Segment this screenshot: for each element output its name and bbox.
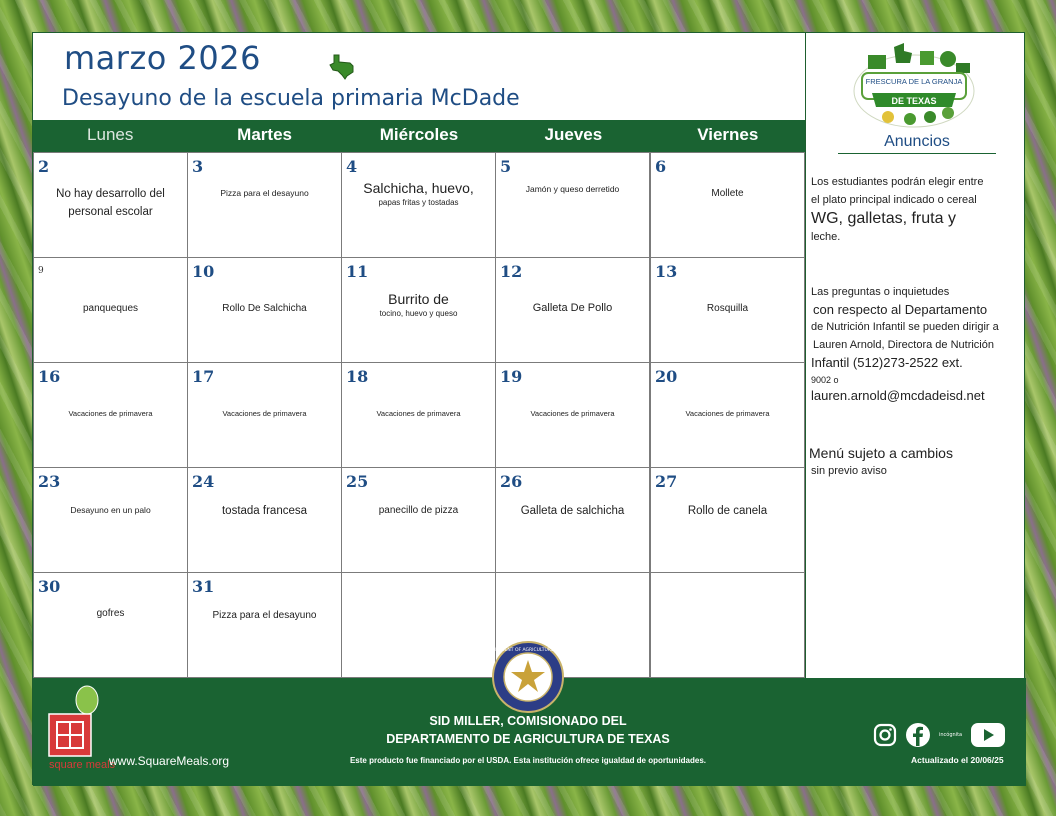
menu-item: tostada francesa [221, 505, 308, 517]
day-cell [495, 467, 650, 573]
menu-item: Mollete [711, 188, 744, 199]
contact-email: lauren.arnold@mcdadeisd.net [811, 388, 985, 403]
texas-icon [328, 53, 356, 79]
day-cell [341, 152, 496, 258]
weekday-header [33, 120, 805, 152]
menu-item: Vacaciones de primavera [68, 409, 153, 418]
announcements-title: Anuncios [838, 133, 996, 154]
day-cell [495, 257, 650, 363]
school-title: Desayuno de la escuela primaria McDade [62, 86, 520, 111]
day-cell [187, 467, 342, 573]
day-number: 31 [192, 577, 215, 596]
menu-item: Pizza para el desayuno [212, 610, 317, 621]
weekday-friday: Viernes [697, 125, 759, 144]
day-cell [33, 257, 188, 363]
menu-item: No hay desarrollo del personal escolar [56, 188, 165, 218]
day-number: 10 [192, 262, 215, 281]
weekday-monday: Lunes [87, 125, 134, 144]
day-number: 24 [192, 472, 215, 491]
menu-item: Pizza para el desayuno [220, 188, 309, 198]
menu-main: Salchicha, huevo, [363, 180, 474, 196]
seal-text: DEPARTMENT OF AGRICULTURE · TEXAS [483, 648, 573, 653]
menu-item: Rollo De Salchicha [222, 303, 307, 314]
day-cell [650, 152, 805, 258]
footer [33, 648, 1026, 786]
note-line: con respecto al Departamento [813, 302, 988, 317]
note-line: Menú sujeto a cambios [809, 445, 953, 461]
facebook-icon[interactable] [905, 722, 931, 748]
note-line: 9002 o [811, 375, 839, 385]
day-number: 16 [38, 367, 61, 386]
day-cell [650, 467, 805, 573]
square-meals-text: square meals [49, 759, 116, 771]
menu-item: Vacaciones de primavera [376, 409, 461, 418]
calendar-grid [33, 152, 805, 678]
weekday-tuesday: Martes [237, 125, 292, 144]
menu-item: Rosquilla [706, 303, 749, 314]
day-number: 13 [655, 262, 678, 281]
day-cell [33, 362, 188, 468]
menu-main: Burrito de [388, 291, 449, 307]
day-number: 25 [346, 472, 369, 491]
menu-item: Galleta de salchicha [520, 505, 625, 517]
announcement-contact [811, 283, 999, 404]
menu-sub: papas fritas y tostadas [378, 198, 459, 207]
menu-calendar [32, 32, 1025, 785]
note-line: sin previo aviso [811, 465, 887, 477]
go-texas-logo [850, 41, 978, 131]
weekday-wednesday: Miércoles [379, 125, 459, 144]
note-line: de Nutrición Infantil se pueden dirigir a [811, 321, 999, 333]
youtube-icon[interactable] [970, 722, 1006, 748]
menu-item: gofres [96, 608, 125, 619]
day-cell [341, 362, 496, 468]
incognito-label: incógnita [939, 732, 963, 738]
day-number: 27 [655, 472, 678, 491]
day-number: 20 [655, 367, 678, 386]
day-cell [187, 572, 342, 678]
day-number: 26 [500, 472, 523, 491]
usda-disclaimer: Este producto fue financiado por el USDA. Esta institución ofrece igualdad de oportunidades. [349, 756, 707, 765]
month-title: marzo 2026 [64, 39, 261, 77]
commissioner-line: SID MILLER, COMISIONADO DEL [429, 714, 627, 728]
department-line: DEPARTAMENTO DE AGRICULTURA DE TEXAS [386, 732, 670, 746]
logo-text-top: FRESCURA DE LA GRANJA [865, 77, 963, 86]
square-meals-logo [47, 684, 116, 772]
agriculture-seal-icon [483, 640, 573, 714]
note-line: Infantil (512)273-2522 ext. [811, 355, 963, 370]
announcement-disclaimer [809, 445, 953, 480]
website-link[interactable]: www.SquareMeals.org [109, 754, 230, 768]
menu-item: Vacaciones de primavera [222, 409, 307, 418]
menu-item: Desayuno en un palo [70, 505, 151, 515]
updated-date: Actualizado el 20/06/25 [911, 755, 1004, 765]
day-cell [341, 257, 496, 363]
day-cell [33, 467, 188, 573]
announcement-choice [811, 173, 983, 246]
menu-item [348, 290, 489, 320]
menu-item [348, 179, 489, 209]
day-number: 11 [346, 262, 369, 281]
day-cell [33, 572, 188, 678]
day-cell [650, 362, 805, 468]
day-number: 19 [500, 367, 523, 386]
menu-item: Rollo de canela [687, 505, 768, 517]
day-number: 2 [38, 157, 50, 176]
day-cell [495, 362, 650, 468]
announcements-sidebar [805, 33, 1025, 678]
note-line: WG, galletas, fruta y [811, 210, 956, 227]
day-cell [187, 362, 342, 468]
day-cell [650, 572, 805, 678]
day-number: 30 [38, 577, 61, 596]
day-number: 12 [500, 262, 523, 281]
day-cell [33, 152, 188, 258]
day-cell [341, 467, 496, 573]
menu-item: Jamón y queso derretido [525, 184, 620, 194]
day-cell [650, 257, 805, 363]
day-cell [187, 152, 342, 258]
social-links [873, 722, 1006, 748]
day-cell [341, 572, 496, 678]
day-number: 4 [346, 157, 358, 176]
note-line: Lauren Arnold, Directora de Nutrición [813, 339, 994, 351]
day-number: 18 [346, 367, 369, 386]
menu-item: Vacaciones de primavera [685, 409, 770, 418]
day-number: 6 [655, 157, 667, 176]
day-cell [187, 257, 342, 363]
menu-item: Vacaciones de primavera [530, 409, 615, 418]
day-number: 9 [38, 266, 44, 276]
menu-item: Galleta De Pollo [532, 302, 613, 314]
logo-text-bottom: DE TEXAS [891, 96, 937, 106]
day-cell [495, 152, 650, 258]
menu-item: panqueques [82, 303, 139, 314]
menu-item: panecillo de pizza [378, 505, 459, 516]
note-line: leche. [811, 231, 841, 243]
day-number: 3 [192, 157, 204, 176]
note-line: el plato principal indicado o cereal [811, 194, 977, 206]
day-number: 23 [38, 472, 61, 491]
menu-sub: tocino, huevo y queso [379, 309, 458, 318]
note-line: Los estudiantes podrán elegir entre [811, 176, 984, 188]
instagram-icon[interactable] [873, 723, 897, 747]
note-line: Las preguntas o inquietudes [811, 286, 950, 298]
weekday-thursday: Jueves [544, 125, 603, 144]
day-number: 17 [192, 367, 215, 386]
day-number: 5 [500, 157, 512, 176]
